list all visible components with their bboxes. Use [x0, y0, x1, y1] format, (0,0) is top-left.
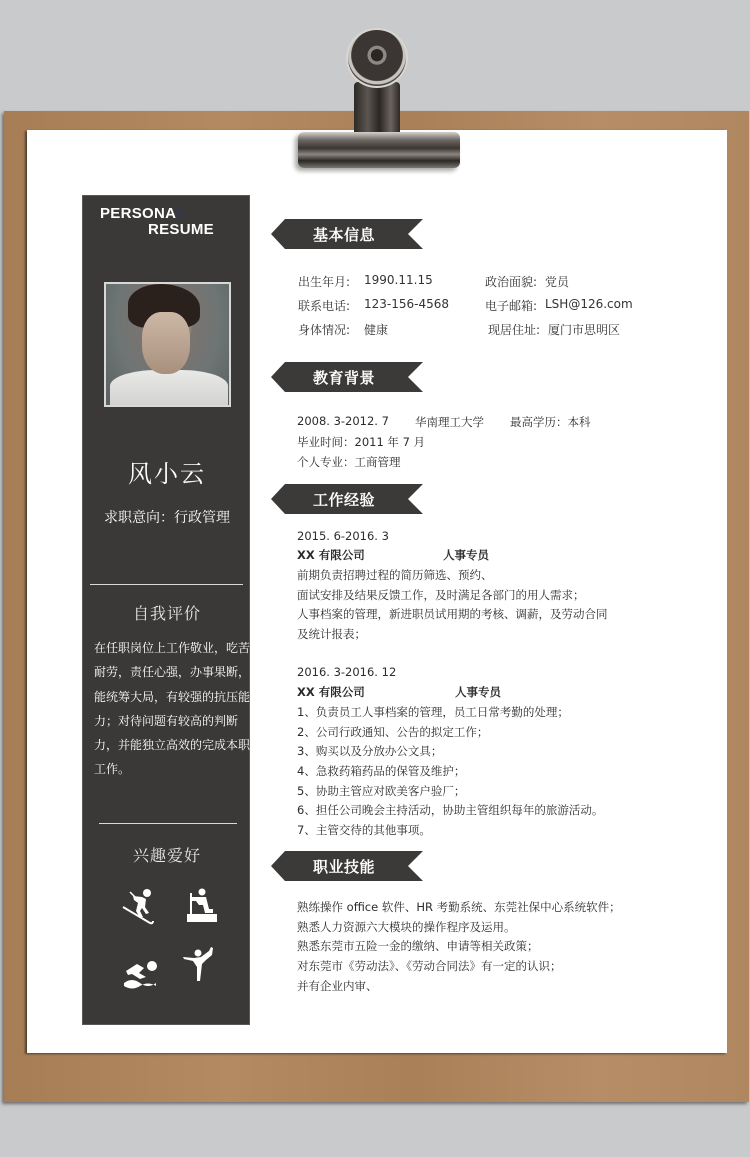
hobbies-title: 兴趣爱好 [132, 846, 201, 865]
field-value: 1990.11.15 [364, 273, 433, 287]
self-eval-text: 在任职岗位上工作敬业，吃苦耐劳，责任心强，办事果断，能统筹大局，有较强的抗压能力；对待问题有较高的判断力，并能独立高效的完成本职工作。 [94, 641, 251, 777]
job2-period: 2016. 3-2016. 12 [297, 665, 397, 679]
section-title-skills: 职业技能 [313, 858, 376, 876]
job1-line: 人事档案的管理，新进职员试用期的考核、调薪，及劳动合同 [297, 607, 608, 621]
section-header-skills [271, 851, 423, 881]
job2-line: 3、购买以及分放办公文具； [297, 744, 443, 758]
field-value: 健康 [364, 323, 389, 337]
job2-line: 2、公司行政通知、公告的拟定工作； [297, 725, 489, 739]
job1-line: 面试安排及结果反馈工作，及时满足各部门的用人需求； [297, 588, 585, 602]
field-value: 党员 [545, 275, 570, 289]
job1-line: 及统计报表； [297, 627, 366, 641]
job2-line: 1、负责员工人事档案的管理，员工日常考勤的处理； [297, 705, 569, 719]
divider [90, 584, 243, 585]
profile-photo [104, 282, 231, 407]
job2-position: 人事专员 [455, 685, 501, 699]
brand-line1-fade: L [176, 205, 186, 222]
skill-line: 熟悉人力资源六大模块的操作程序及运用。 [297, 920, 516, 934]
job1-line: 前期负责招聘过程的简历筛选、预约、 [297, 568, 493, 582]
resume-brand [100, 206, 214, 238]
edu-degree: 最高学历：本科 [510, 415, 591, 429]
field-birth: 出生年月: 1990.11.15 [298, 273, 433, 289]
job2-company: XX 有限公司 [297, 685, 365, 699]
candidate-name: 风小云 [128, 460, 206, 488]
job1-period: 2015. 6-2016. 3 [297, 529, 389, 543]
section-title-work: 工作经验 [313, 491, 376, 509]
job2-line: 6、担任公司晚会主持活动，协助主管组织每年的旅游活动。 [297, 803, 604, 817]
field-value: LSH@126.com [545, 297, 633, 311]
section-header-education [271, 362, 423, 392]
field-phone: 联系电话: 123-156-4568 [298, 297, 450, 313]
section-title-education: 教育背景 [313, 369, 376, 387]
edu-period: 2008. 3-2012. 7 [297, 414, 389, 428]
section-header-work [271, 484, 423, 514]
field-value: 123-156-4568 [364, 297, 450, 311]
field-email: 电子邮箱: LSH@126.com [485, 297, 633, 313]
job2-line: 5、协助主管应对欧美客户验厂； [297, 784, 466, 798]
edu-major: 个人专业：工商管理 [297, 455, 401, 469]
job1-company: XX 有限公司 [297, 548, 365, 562]
resume-sidebar [82, 195, 250, 1025]
edu-school: 华南理工大学 [415, 415, 484, 429]
field-address: 现居住址: 厦门市思明区 [488, 323, 621, 337]
divider [99, 823, 237, 824]
skill-line: 并有企业内审、 [297, 979, 378, 993]
skiing-icon [120, 887, 160, 927]
brand-line1: PERSONA [100, 205, 177, 222]
job1-position: 人事专员 [443, 548, 489, 562]
yoga-icon [182, 945, 222, 985]
field-health: 身体情况: 健康 [298, 323, 389, 337]
job2-line: 7、主管交待的其他事项。 [297, 823, 431, 837]
skill-line: 熟悉东莞市五险一金的缴纳、申请等相关政策； [297, 939, 539, 953]
binder-clip [296, 24, 462, 170]
fitness-icon [181, 887, 221, 927]
job2-line: 4、急救药箱药品的保管及维护； [297, 764, 466, 778]
brand-line2: RESUME [148, 221, 214, 238]
field-politics: 政治面貌: 党员 [485, 275, 570, 289]
skill-line: 对东莞市《劳动法》、《劳动合同法》有一定的认识； [297, 959, 562, 973]
job-intent: 求职意向：行政管理 [104, 510, 230, 526]
section-title-basic: 基本信息 [313, 226, 376, 244]
field-value: 厦门市思明区 [548, 323, 621, 337]
skill-line: 熟练操作 office 软件、HR 考勤系统、东莞社保中心系统软件； [297, 900, 621, 914]
edu-graduation: 毕业时间：2011 年 7 月 [297, 435, 426, 449]
self-eval-title: 自我评价 [132, 604, 201, 623]
swimming-icon [122, 951, 162, 991]
section-header-basic [271, 219, 423, 249]
